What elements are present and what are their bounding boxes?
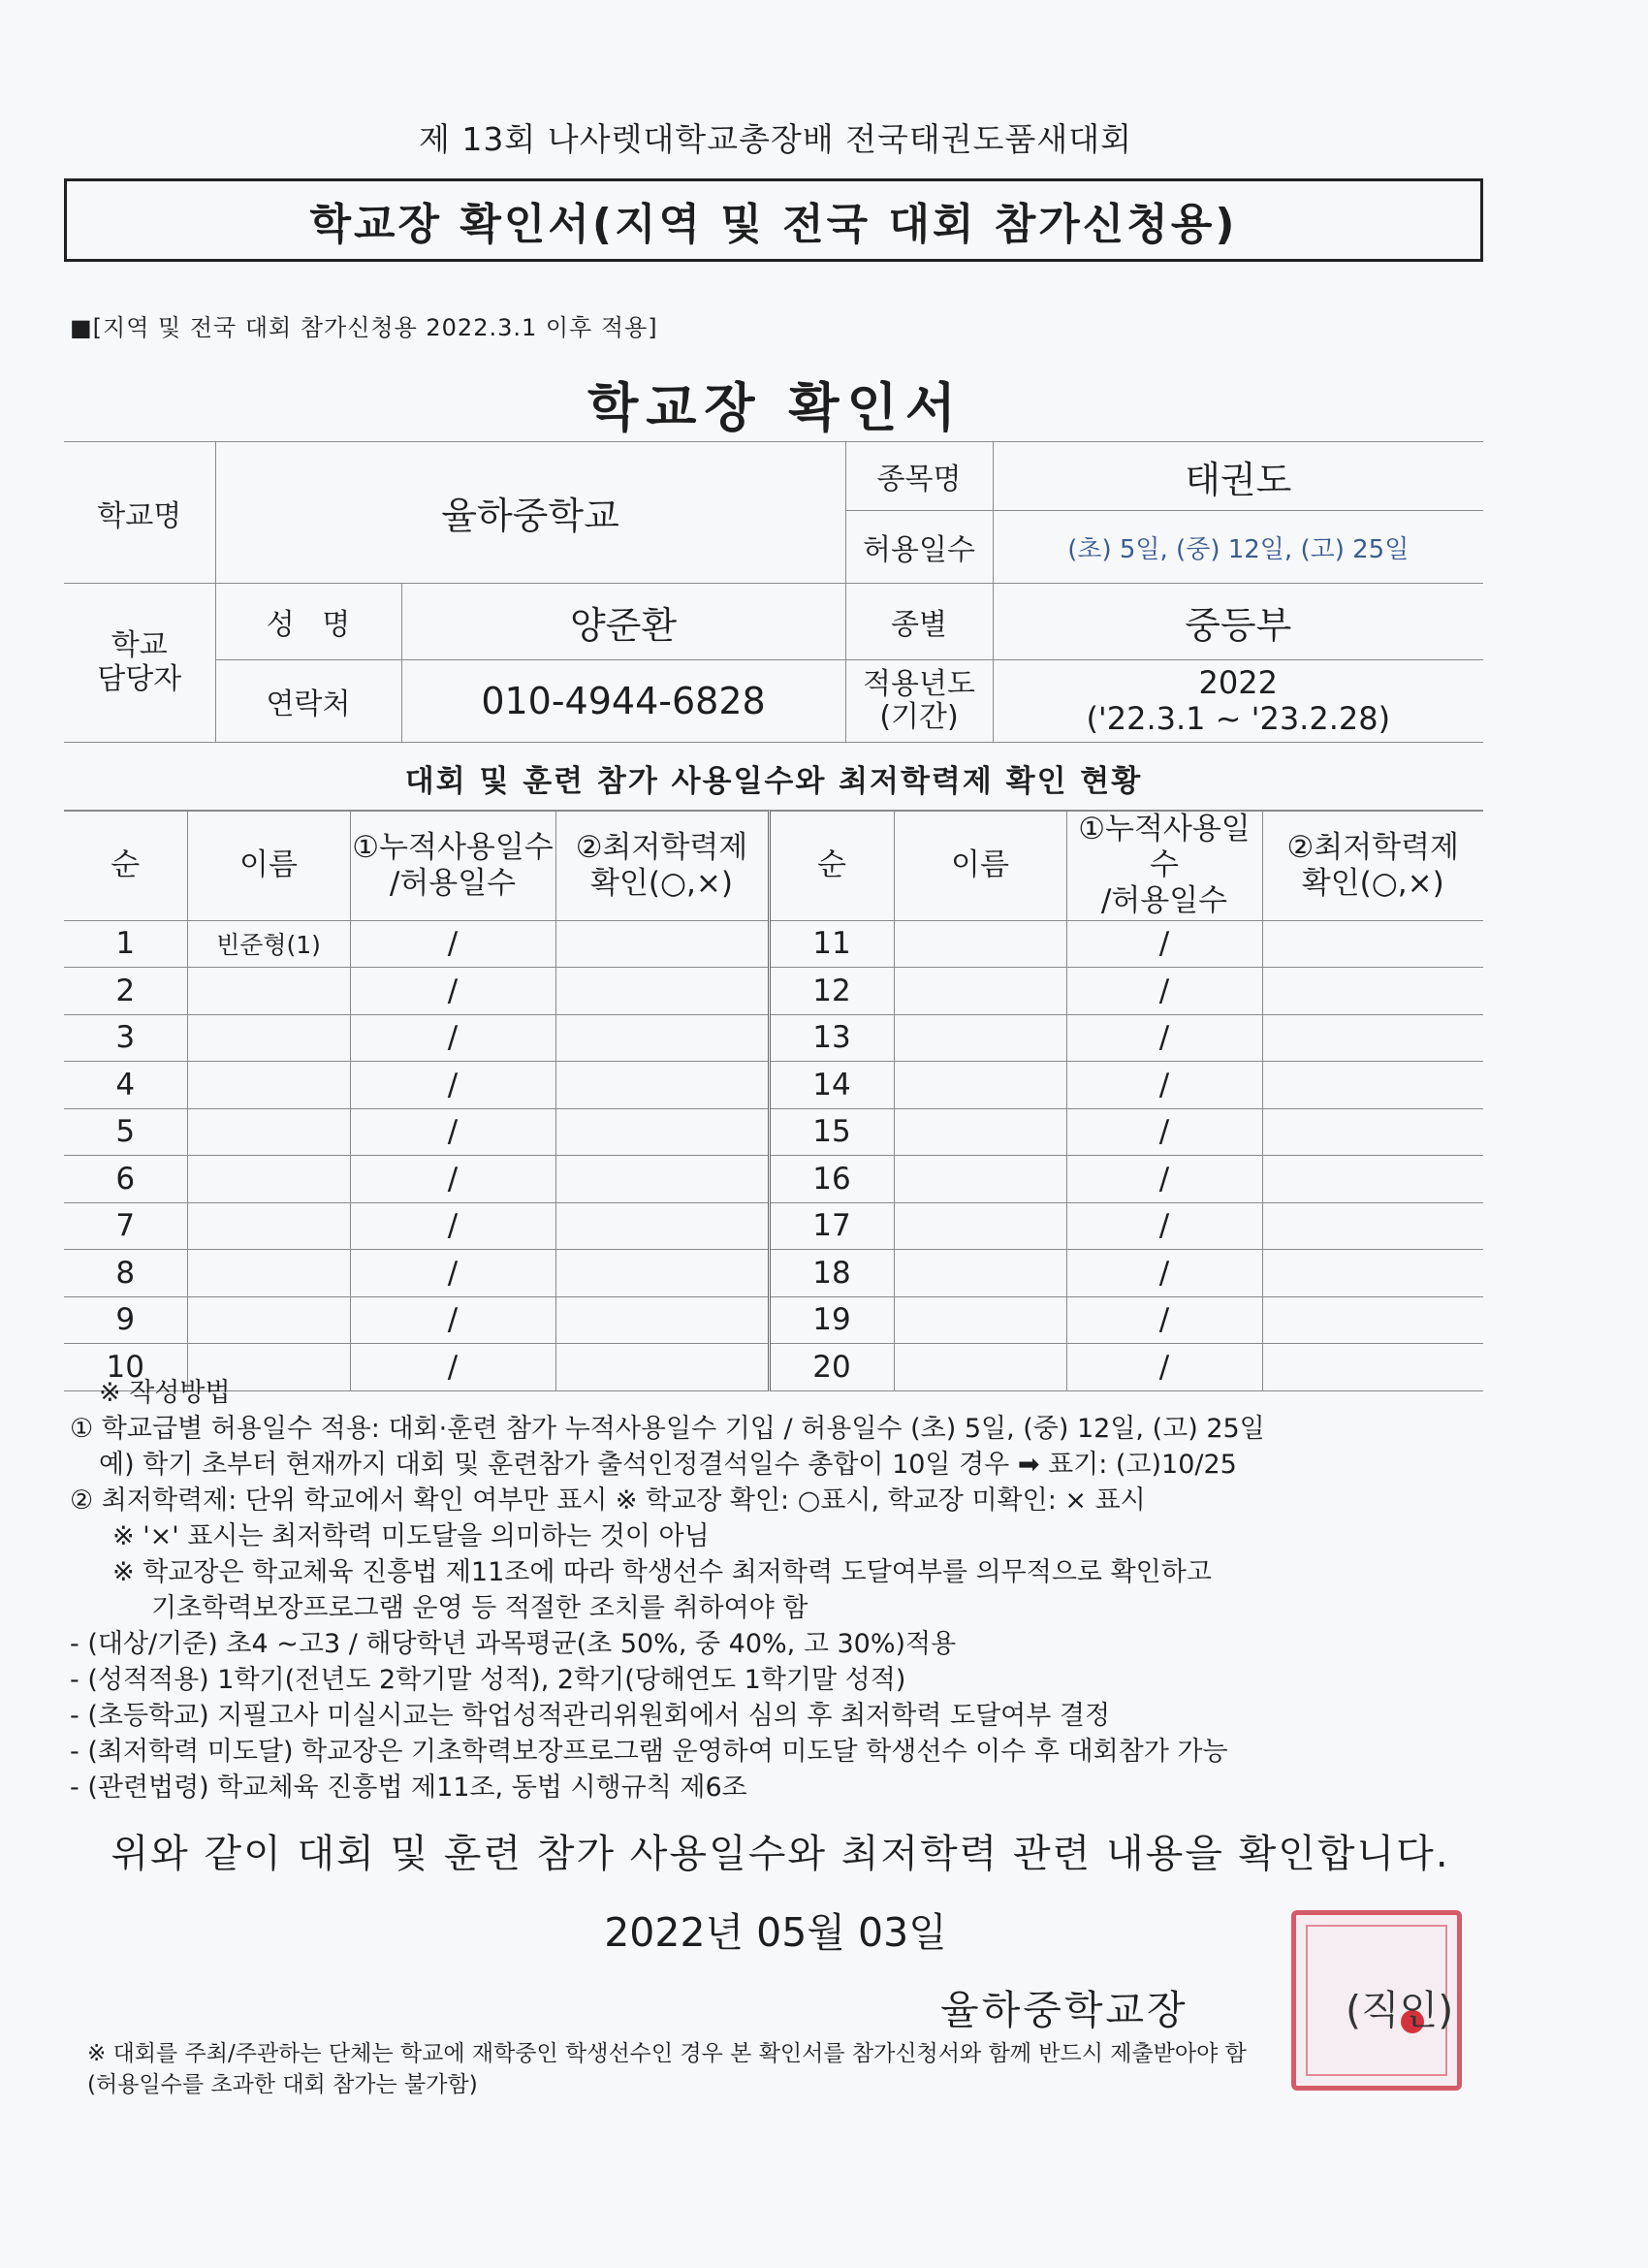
header-check-right-line1: ②최저학력제 [1286,829,1460,865]
division-value: 중등부 [993,584,1483,660]
roster-cell-name [187,1296,350,1344]
header-check-right-line2: 확인(○,×) [1301,865,1444,901]
instruction-line: ① 학교급별 허용일수 적용: 대회·훈련 참가 누적사용일수 기입 / 허용일수 (초) 5일, (중) 12일, (고) 25일 [70,1414,1265,1444]
roster-cell-name [894,1014,1066,1062]
division-label: 종별 [845,584,993,660]
roster-cell-no: 9 [64,1296,187,1344]
year-value-line2: ('22.3.1 ~ '23.2.28) [1086,700,1391,737]
header-days-line1: ①누적사용일수 [352,829,554,865]
seal-label: (직인) [1346,1987,1454,2033]
roster-cell-name [187,1108,350,1156]
instruction-line: - (관련법령) 학교체육 진흥법 제11조, 동법 시행규칙 제6조 [70,1773,747,1803]
header-days-right-line1: ①누적사용일수 [1078,812,1251,883]
roster-cell-name [894,1062,1066,1109]
roster-cell-check [555,1014,769,1062]
header-days-line2: /허용일수 [389,865,517,901]
footer-note [87,2038,1464,2100]
header-days [350,812,555,921]
roster-cell-days: / [350,968,555,1015]
header-name: 이름 [187,812,350,921]
roster-cell-name [187,968,350,1015]
roster-cell-days: / [350,1250,555,1297]
roster-cell-name: 빈준형(1) [187,920,350,968]
roster-cell-days: / [1066,968,1262,1015]
header-check-right [1262,812,1483,921]
school-info-table [64,441,1483,743]
sport-label: 종목명 [845,442,993,511]
allowed-days-value: (초) 5일, (중) 12일, (고) 25일 [993,511,1483,584]
manager-label [64,584,215,743]
principal-title: 율하중학교장 [940,1987,1188,2033]
roster-cell-check [1262,1062,1483,1109]
roster-cell-no: 18 [769,1250,894,1297]
allowed-days-label: 허용일수 [845,511,993,584]
roster-cell-check [1262,1250,1483,1297]
roster-header-row [64,812,1483,921]
roster-cell-name [187,1062,350,1109]
roster-cell-no: 8 [64,1250,187,1297]
year-label [845,660,993,743]
header-name-right: 이름 [894,812,1066,921]
roster-cell-no: 12 [769,968,894,1015]
roster-table [64,811,1483,1391]
roster-cell-no: 19 [769,1296,894,1344]
header-no: 순 [64,812,187,921]
roster-cell-days: / [1066,1156,1262,1203]
footer-note-line2: (허용일수를 초과한 대회 참가는 불가함) [87,2072,478,2097]
instruction-line: ※ 학교장은 학교체육 진흥법 제11조에 따라 학생선수 최저학력 도달여부를 의무적으로 확인하고 [112,1557,1212,1587]
contact-value: 010-4944-6828 [401,660,845,743]
roster-cell-no: 2 [64,968,187,1015]
manager-label-line2: 담당자 [97,661,182,696]
roster-cell-name [894,1202,1066,1250]
roster-cell-check [1262,1296,1483,1344]
roster-cell-days: / [350,1108,555,1156]
roster-cell-name [187,1202,350,1250]
year-value-line1: 2022 [1198,664,1278,702]
roster-cell-name [894,1296,1066,1344]
roster-cell-name [187,1156,350,1203]
roster-cell-check [1262,1108,1483,1156]
roster-cell-days: / [1066,1108,1262,1156]
roster-row [64,1062,1483,1109]
roster-cell-name [187,1250,350,1297]
roster-cell-no: 20 [769,1344,894,1391]
roster-row [64,968,1483,1015]
roster-cell-no: 16 [769,1156,894,1203]
roster-cell-no: 17 [769,1202,894,1250]
roster-cell-check [1262,920,1483,968]
roster-cell-check [1262,1202,1483,1250]
instruction-line: 예) 학기 초부터 현재까지 대회 및 훈련참가 출석인정결석일수 총합이 10일 경우 ➡ 표기: (고)10/25 [99,1450,1237,1480]
roster-cell-days: / [1066,1202,1262,1250]
roster-cell-no: 5 [64,1108,187,1156]
roster-cell-days: / [1066,1296,1262,1344]
instruction-line: - (대상/기준) 초4 ~고3 / 해당학년 과목평균(초 50%, 중 40%, 고 30%)적용 [70,1629,957,1659]
roster-cell-name [894,968,1066,1015]
roster-row [64,920,1483,968]
year-label-line1: 적용년도 [863,666,975,701]
roster-cell-days: / [350,1296,555,1344]
roster-cell-name [187,1014,350,1062]
instruction-line: ② 최저학력제: 단위 학교에서 확인 여부만 표시 ※ 학교장 확인: ○표시, 학교장 미확인: × 표시 [70,1485,1146,1516]
roster-cell-check [555,968,769,1015]
roster-cell-no: 3 [64,1014,187,1062]
roster-cell-no: 4 [64,1062,187,1109]
roster-cell-days: / [1066,1344,1262,1391]
roster-cell-days: / [350,1344,555,1391]
roster-row [64,1296,1483,1344]
roster-cell-no: 7 [64,1202,187,1250]
roster-row [64,1014,1483,1062]
section-title: 대회 및 훈련 참가 사용일수와 최저학력제 확인 현황 [64,747,1483,811]
form-title: 학교장 확인서(지역 및 전국 대회 참가신청용) [64,178,1483,262]
roster-cell-no: 13 [769,1014,894,1062]
confirmation-statement: 위와 같이 대회 및 훈련 참가 사용일수와 최저학력 관련 내용을 확인합니다. [111,1832,1450,1876]
roster-cell-days: / [350,1202,555,1250]
roster-cell-days: / [350,1014,555,1062]
roster-cell-name [894,1156,1066,1203]
roster-cell-no: 10 [64,1344,187,1391]
instruction-line: - (최저학력 미도달) 학교장은 기초학력보장프로그램 운영하여 미도달 학생선수 이수 후 대회참가 가능 [70,1737,1228,1767]
instruction-line: - (초등학교) 지필고사 미실시교는 학업성적관리위원회에서 심의 후 최저학력 도달여부 결정 [70,1701,1111,1731]
roster-cell-days: / [1066,1062,1262,1109]
roster-cell-check [555,1108,769,1156]
roster-cell-check [555,1250,769,1297]
header-check [555,812,769,921]
roster-cell-no: 6 [64,1156,187,1203]
roster-cell-check [1262,1156,1483,1203]
instructions-heading: ※ 작성방법 [99,1378,231,1408]
instruction-line: - (성적적용) 1학기(전년도 2학기말 성적), 2학기(당해연도 1학기말 성적) [70,1665,906,1695]
roster-cell-check [1262,968,1483,1015]
roster-cell-name [894,920,1066,968]
roster-cell-check [555,1202,769,1250]
roster-cell-no: 11 [769,920,894,968]
roster-cell-days: / [1066,920,1262,968]
header-no-right: 순 [769,812,894,921]
sport-value: 태권도 [993,442,1483,511]
roster-row [64,1108,1483,1156]
manager-name-value: 양준환 [401,584,845,660]
header-check-line1: ②최저학력제 [575,829,748,865]
roster-cell-days: / [1066,1014,1262,1062]
roster-cell-days: / [1066,1250,1262,1297]
roster-row [64,1156,1483,1203]
roster-cell-name [894,1108,1066,1156]
header-check-line2: 확인(○,×) [590,865,733,901]
roster-row [64,1202,1483,1250]
instruction-line: 기초학력보장프로그램 운영 등 적절한 조치를 취하여야 함 [151,1593,808,1623]
year-value [993,660,1483,743]
roster-cell-name [894,1250,1066,1297]
roster-cell-days: / [350,920,555,968]
applicability-notice: ■[지역 및 전국 대회 참가신청용 2022.3.1 이후 적용] [70,314,658,341]
event-title: 제 13회 나사렛대학교총장배 전국태권도품새대회 [418,120,1133,158]
school-name-value: 율하중학교 [215,442,845,584]
roster-cell-check [555,1156,769,1203]
header-days-right [1066,812,1262,921]
roster-cell-no: 1 [64,920,187,968]
roster-cell-no: 14 [769,1062,894,1109]
roster-row [64,1250,1483,1297]
roster-cell-no: 15 [769,1108,894,1156]
roster-cell-check [1262,1014,1483,1062]
header-days-right-line2: /허용일수 [1100,883,1228,919]
roster-cell-check [555,920,769,968]
footer-note-line1: ※ 대회를 주최/주관하는 단체는 학교에 재학중인 학생선수인 경우 본 확인서를 참가신청서와 함께 반드시 제출받아야 함 [87,2041,1247,2066]
year-label-line2: (기간) [879,700,959,734]
issue-date: 2022년 05월 03일 [604,1909,947,1956]
roster-cell-check [555,1296,769,1344]
contact-label: 연락처 [215,660,401,743]
manager-name-label: 성 명 [215,584,401,660]
main-title: 학교장 확인서 [587,377,964,438]
instruction-line: ※ '×' 표시는 최저학력 미도달을 의미하는 것이 아님 [112,1521,710,1551]
instructions [70,1375,1505,1805]
roster-cell-check [555,1062,769,1109]
roster-cell-days: / [350,1062,555,1109]
school-name-label: 학교명 [64,442,215,584]
manager-label-line1: 학교 [111,628,168,662]
roster-cell-days: / [350,1156,555,1203]
